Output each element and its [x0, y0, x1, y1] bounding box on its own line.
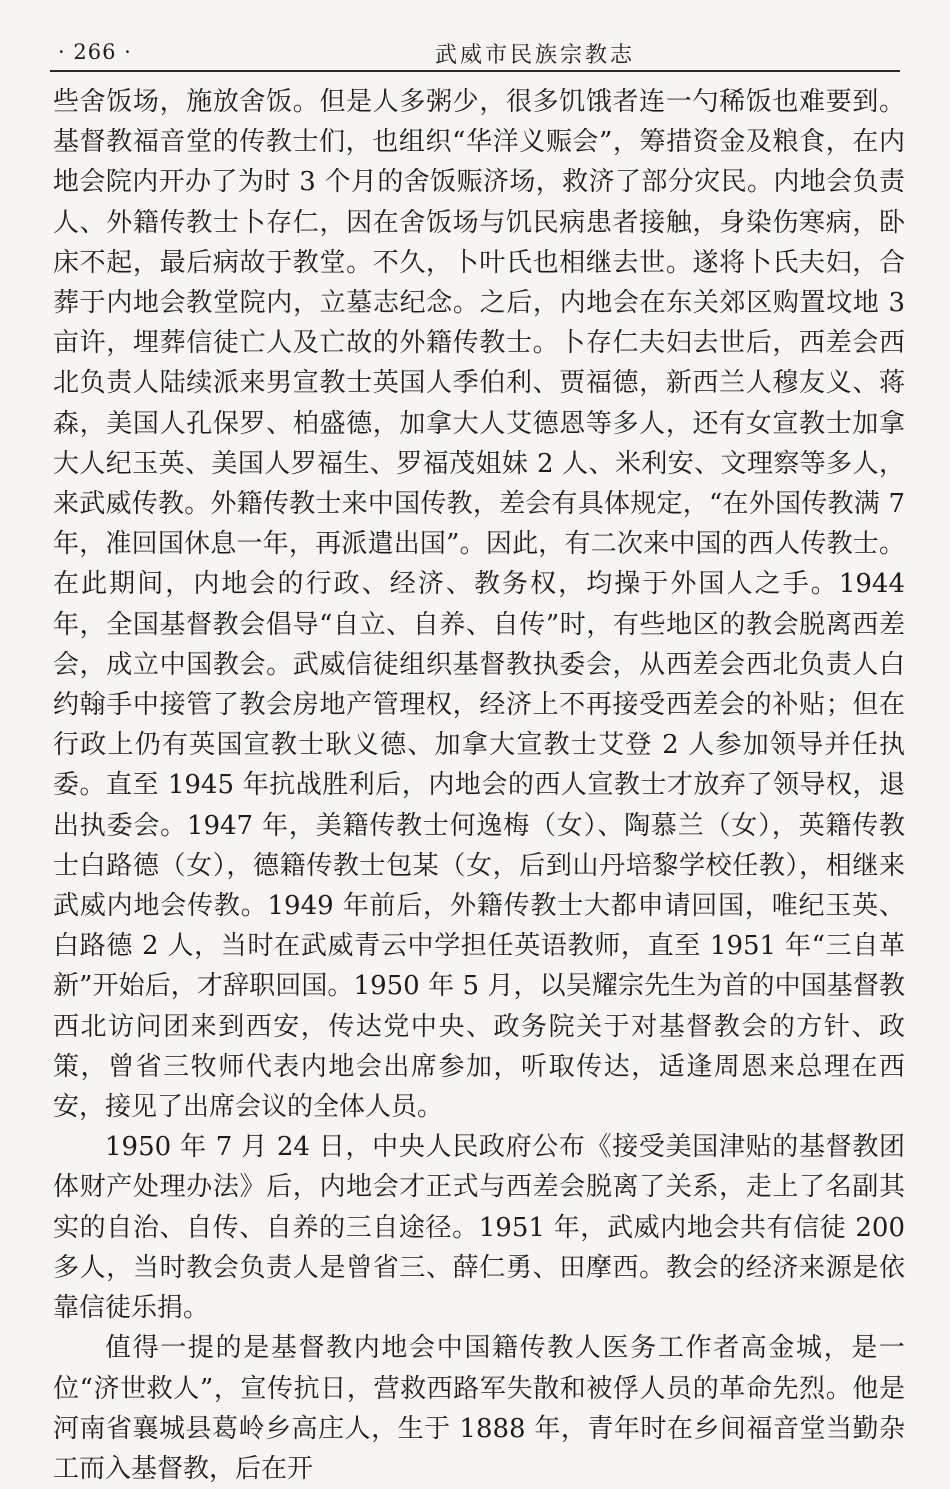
page-number: · 266 ·: [58, 40, 132, 64]
paragraph: 值得一提的是基督教内地会中国籍传教人医务工作者高金城，是一位“济世救人”，宣传抗日，营救西路军失散和被俘人员的革命先烈。他是河南省襄城县葛岭乡高庄人，生于 1888 年，青年时在乡间福音堂当勤杂工而入基督教，后在开: [53, 1333, 905, 1484]
paragraph: 1950 年 7 月 24 日，中央人民政府公布《接受美国津贴的基督教团体财产处理办法》后，内地会才正式与西差会脱离了关系，走上了名副其实的自治、自传、自养的三自途径。1951 年，武威内地会共有信徒 200 多人，当时教会负责人是曾省三、薛仁勇、田摩西。教会的经济来源是依靠信徒乐捐。: [53, 1132, 905, 1324]
page-header: [50, 30, 900, 72]
running-title: 武威市民族宗教志: [435, 43, 636, 68]
paragraph-continued: 些舍饭场，施放舍饭。但是人多粥少，很多饥饿者连一勺稀饭也难要到。基督教福音堂的传教士们，也组织“华洋义赈会”，筹措资金及粮食，在内地会院内开办了为时 3 个月的舍饭赈济场，救济了部分灾民。内地会负责人、外籍传教士卜存仁，因在舍饭场与饥民病患者接触，身染伤寒病，卧床不起，最后病故于教堂。不久，卜叶氏也相继去世。遂将卜氏夫妇，合葬于内地会教堂院内，立墓志纪念。之后，内地会在东关郊区购置坟地 3 亩许，埋葬信徒亡人及亡故的外籍传教士。卜存仁夫妇去世后，西差会西北负责人陆续派来男宣教士英国人季伯利、贾福德，新西兰人穆友义、蒋森，美国人孔保罗、柏盛德，加拿大人艾德恩等多人，还有女宣教士加拿大人纪玉英、美国人罗福生、罗福茂姐妹 2 人、米利安、文理察等多人，来武威传教。外籍传教士来中国传教，差会有具体规定，“在外国传教满 7 年，准回国休息一年，再派遣出国”。因此，有二次来中国的西人传教士。在此期间，内地会的行政、经济、教务权，均操于外国人之手。1944 年，全国基督教会倡导“自立、自养、自传”时，有些地区的教会脱离西差会，成立中国教会。武威信徒组织基督教执委会，从西差会西北负责人白约翰手中接管了教会房地产管理权，经济上不再接受西差会的补贴；但在行政上仍有英国宣教士耿义德、加拿大宣教士艾登 2 人参加领导并任执委。直至 1945 年抗战胜利后，内地会的西人宣教士才放弃了领导权，退出执委会。1947 年，美籍传教士何逸梅（女）、陶慕兰（女），英籍传教士白路德（女），德籍传教士包某（女，后到山丹培黎学校任教），相继来武威内地会传教。1949 年前后，外籍传教士大都申请回国，唯纪玉英、白路德 2 人，当时在武威青云中学担任英语教师，直至 1951 年“三自革新”开始后，才辞职回国。1950 年 5 月，以吴耀宗先生为首的中国基督教西北访问团来到西安，传达党中央、政务院关于对基督教会的方针、政策，曾省三牧师代表内地会出席参加，听取传达，适逢周恩来总理在西安，接见了出席会议的全体人员。: [53, 87, 905, 1123]
body-text: [53, 82, 905, 1489]
